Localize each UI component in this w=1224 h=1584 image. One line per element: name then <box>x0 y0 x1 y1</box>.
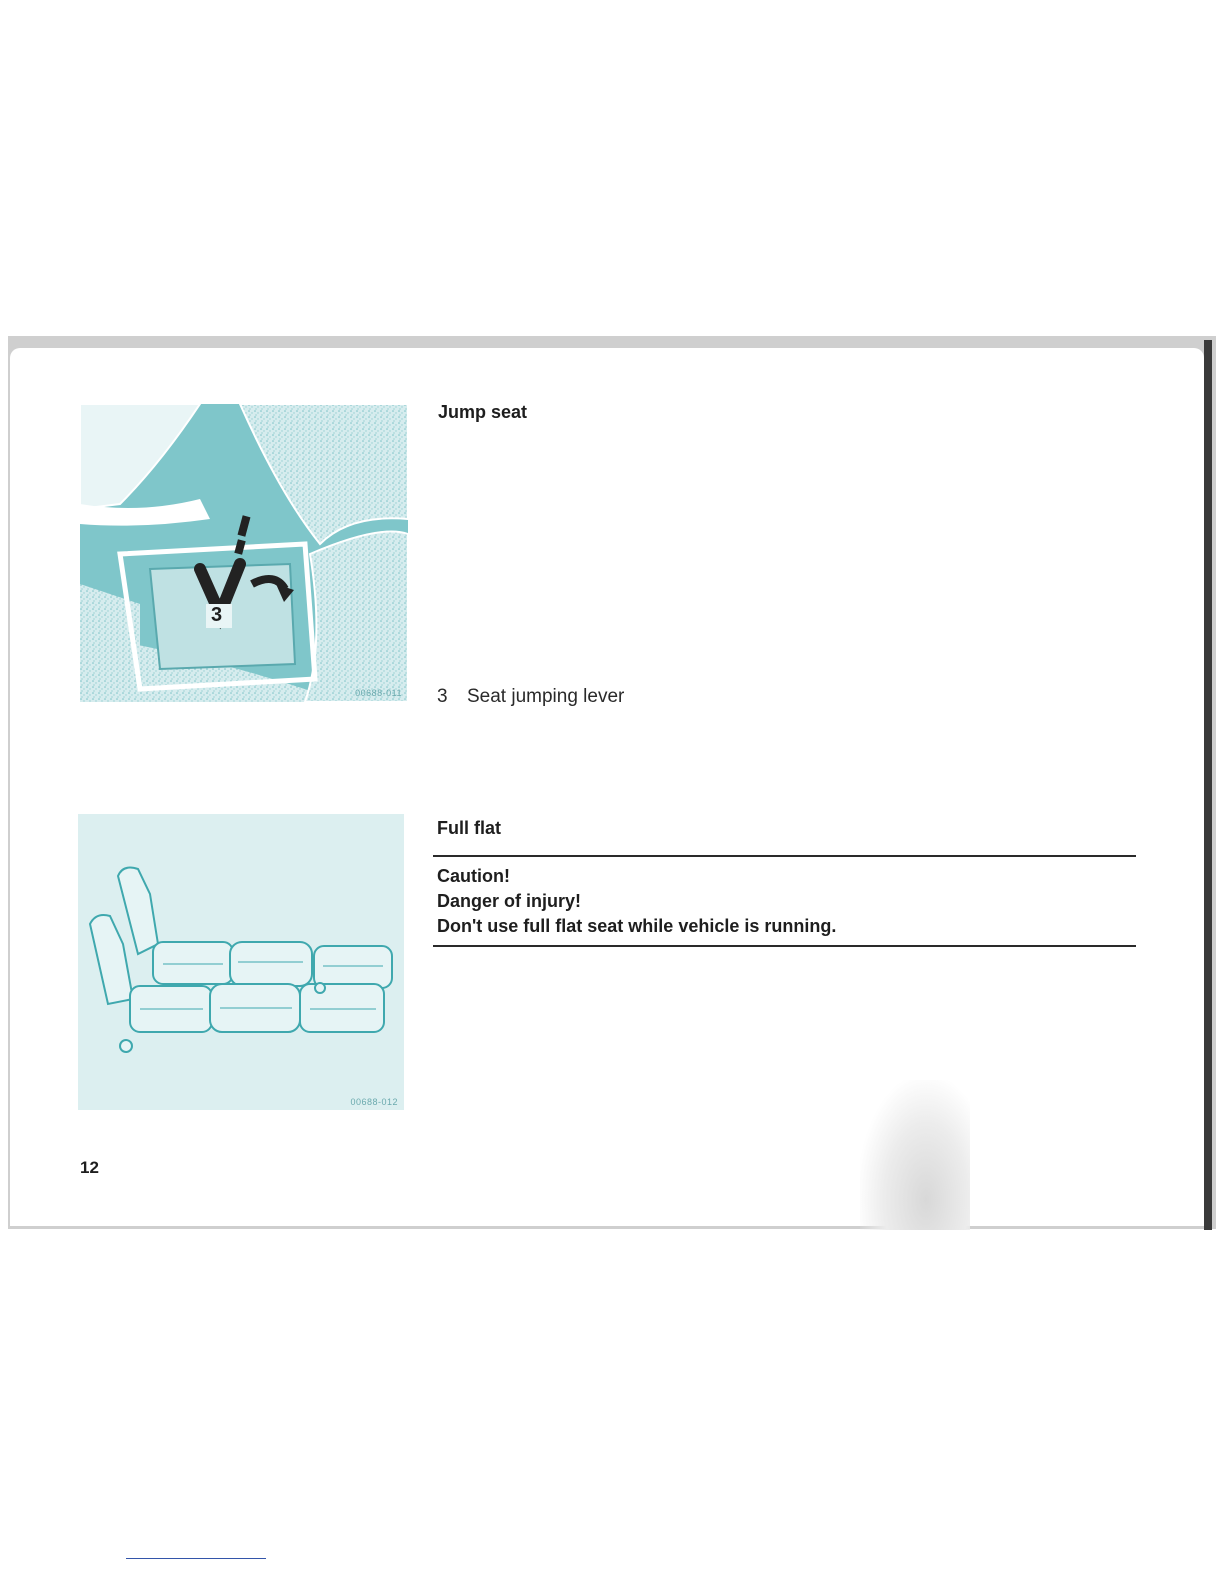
figure-code: 00688-012 <box>350 1097 398 1107</box>
jump-seat-figure <box>80 404 408 702</box>
page-number: 12 <box>80 1158 99 1177</box>
seat-jumping-lever-illustration-icon <box>80 404 408 702</box>
caution-line: Don't use full flat seat while vehicle is running. <box>437 916 837 936</box>
legend-text: Seat jumping lever <box>467 686 625 707</box>
scan-smudge <box>860 1080 970 1230</box>
full-flat-seats-illustration-icon <box>78 814 404 1110</box>
full-flat-figure <box>78 814 404 1110</box>
page-edge-shadow <box>1204 340 1212 1230</box>
figure-legend <box>437 686 624 708</box>
jump-seat-heading: Jump seat <box>438 402 528 422</box>
caution-box <box>437 864 836 939</box>
callout-number: 3 <box>211 604 223 626</box>
caution-line: Danger of injury! <box>437 891 582 911</box>
legend-number: 3 <box>437 686 448 707</box>
bottom-divider <box>126 1558 266 1559</box>
figure-code: 00688-011 <box>355 688 402 698</box>
caution-top-rule <box>433 855 1136 857</box>
caution-bottom-rule <box>433 945 1136 947</box>
full-flat-heading: Full flat <box>437 818 501 838</box>
caution-title: Caution! <box>437 866 510 886</box>
